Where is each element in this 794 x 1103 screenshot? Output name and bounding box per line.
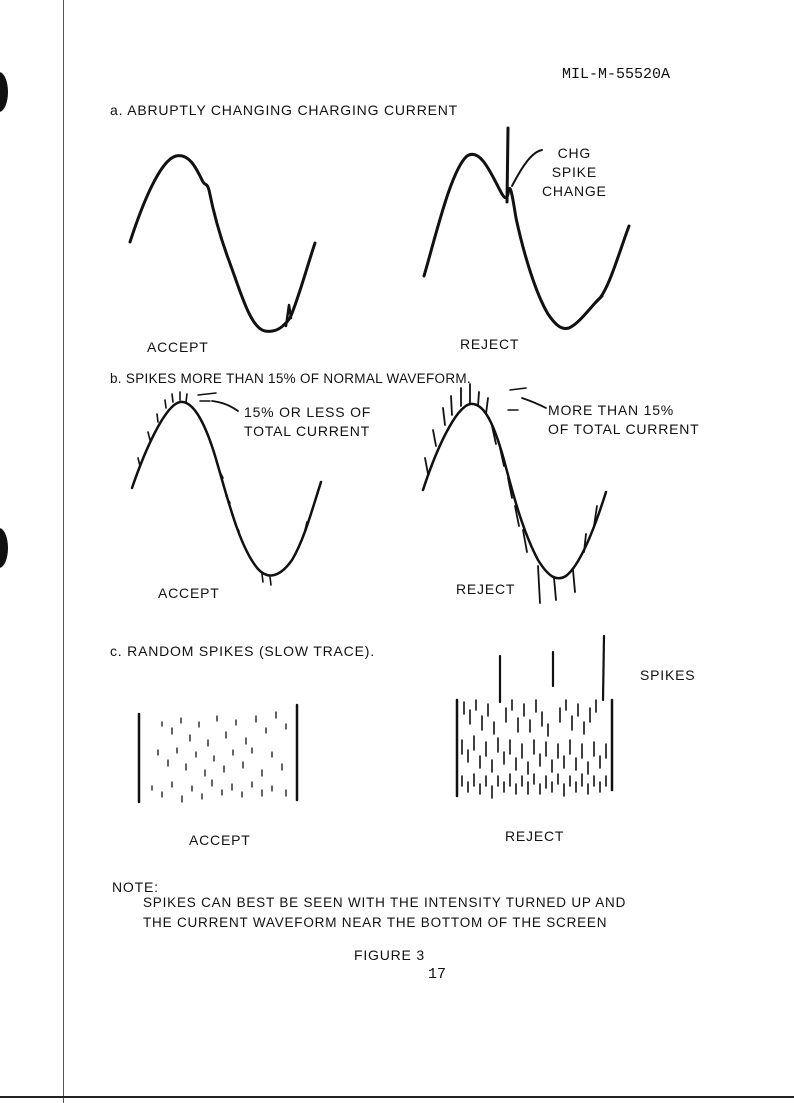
section-c-heading: c. RANDOM SPIKES (SLOW TRACE).	[110, 643, 375, 659]
section-c-spikes-label: SPIKES	[640, 667, 696, 683]
annotation-line: OF TOTAL CURRENT	[548, 421, 700, 437]
section-a-accept-label: ACCEPT	[147, 339, 209, 355]
document-number: MIL-M-55520A	[562, 66, 671, 83]
section-c-accept-label: ACCEPT	[189, 832, 251, 848]
section-a-reject-glitch	[596, 296, 602, 302]
section-a-accept-glitch	[286, 305, 291, 326]
section-a-heading: a. ABRUPTLY CHANGING CHARGING CURRENT	[110, 102, 459, 118]
section-b-reject-arrow	[522, 398, 546, 408]
annotation-line: CHG	[557, 145, 592, 161]
section-a-reject-spike	[507, 128, 508, 202]
annotation-line: MORE THAN 15%	[548, 402, 675, 418]
section-b-accept-dash	[198, 393, 216, 401]
section-b-reject-waveform	[423, 404, 606, 578]
section-b-reject-label: REJECT	[456, 581, 516, 597]
section-c-accept-noise	[152, 712, 286, 802]
annotation-line: TOTAL CURRENT	[244, 423, 371, 439]
section-a-annotation-arrow	[512, 150, 542, 186]
section-a-accept-waveform	[130, 156, 315, 332]
figure-caption: FIGURE 3	[354, 947, 425, 963]
page-number: 17	[428, 966, 447, 983]
note-line: THE CURRENT WAVEFORM NEAR THE BOTTOM OF THE SCREEN	[143, 915, 608, 930]
annotation-line: SPIKE	[551, 164, 597, 180]
section-c-reject-tall-spikes	[500, 636, 604, 702]
section-b-accept-spikes	[138, 392, 318, 585]
section-a-reject-waveform	[424, 154, 629, 328]
section-c-reject-noise	[462, 700, 606, 798]
annotation-line: CHANGE	[542, 183, 607, 199]
section-b-accept-label: ACCEPT	[158, 585, 220, 601]
annotation-line: 15% OR LESS OF	[244, 404, 372, 420]
note-heading: NOTE:	[112, 879, 159, 895]
section-c-reject-label: REJECT	[505, 828, 565, 844]
note-line: SPIKES CAN BEST BE SEEN WITH THE INTENSITY TURNED UP AND	[143, 895, 627, 910]
section-a-reject-label: REJECT	[460, 336, 520, 352]
section-b-accept-waveform	[132, 402, 321, 576]
section-b-heading: b. SPIKES MORE THAN 15% OF NORMAL WAVEFORM.	[110, 371, 471, 386]
section-b-accept-arrow	[212, 401, 238, 411]
